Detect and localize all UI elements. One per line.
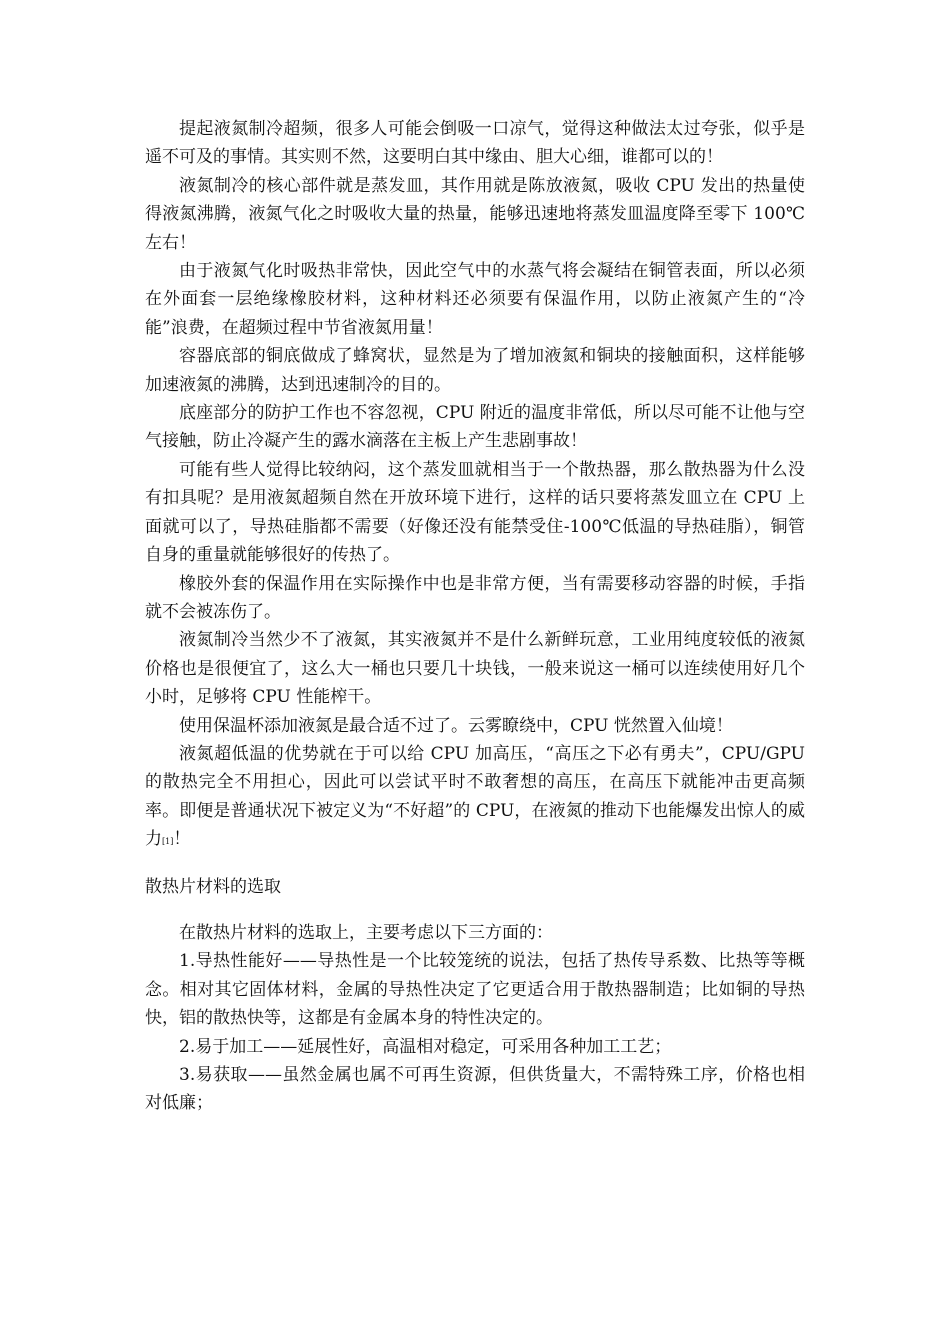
list-item: 2.易于加工——延展性好，高温相对稳定，可采用各种加工工艺； <box>179 1036 672 1057</box>
paragraph: 可能有些人觉得比较纳闷，这个蒸发皿就相当于一个散热器，那么散热器为什么没有扣具呢？是用液氮超频自然在开放环境下进行，这样的话只要将蒸发皿立在 CPU 上面就可以了，导热硅脂都不需要（好像还没有能禁受住-100℃低温的导热硅脂），铜管自身的重量就能够很好的传热了。 <box>145 459 805 566</box>
paragraph-end: ！ <box>173 829 191 850</box>
paragraph-with-reference <box>145 740 805 857</box>
paragraph: 由于液氮气化时吸热非常快，因此空气中的水蒸气将会凝结在铜管表面，所以必须在外面套一层绝缘橡胶材料，这种材料还必须要有保温作用，以防止液氮产生的“冷能”浪费，在超频过程中节省液氮用量！ <box>145 261 805 338</box>
paragraph: 在散热片材料的选取上，主要考虑以下三方面的： <box>179 922 553 943</box>
paragraph: 使用保温杯添加液氮是最合适不过了。云雾瞭绕中，CPU 恍然置入仙境！ <box>179 715 733 736</box>
paragraph: 橡胶外套的保温作用在实际操作中也是非常方便，当有需要移动容器的时候，手指就不会被冻伤了。 <box>145 573 805 622</box>
paragraph: 底座部分的防护工作也不容忽视，CPU 附近的温度非常低，所以尽可能不让他与空气接触，防止冷凝产生的露水滴落在主板上产生悲剧事故！ <box>145 403 805 452</box>
reference-marker[interactable]: [1] <box>162 837 174 847</box>
list-item: 3.易获取——虽然金属也属不可再生资源，但供货量大，不需特殊工序，价格也相对低廉； <box>145 1065 805 1114</box>
document-body <box>145 115 805 1118</box>
paragraph: 提起液氮制冷超频，很多人可能会倒吸一口凉气，觉得这种做法太过夸张，似乎是遥不可及的事情。其实则不然，这要明白其中缘由、胆大心细，谁都可以的！ <box>145 119 805 168</box>
paragraph: 液氮制冷的核心部件就是蒸发皿，其作用就是陈放液氮，吸收 CPU 发出的热量使得液氮沸腾，液氮气化之时吸收大量的热量，能够迅速地将蒸发皿温度降至零下 100℃左右！ <box>145 175 805 253</box>
paragraph: 容器底部的铜底做成了蜂窝状，显然是为了增加液氮和铜块的接触面积，这样能够加速液氮的沸腾，达到迅速制冷的目的。 <box>145 346 805 395</box>
paragraph-text: 液氮超低温的优势就在于可以给 CPU 加高压，“高压之下必有勇夫”，CPU/GPU 的散热完全不用担心，因此可以尝试平时不敢奢想的高压，在高压下就能冲击更高频率。即便是普通状况下被定义为“不好超”的 CPU，在液氮的推动下也能爆发出惊人的威力 <box>145 743 805 850</box>
section-heading: 散热片材料的选取 <box>145 876 281 897</box>
paragraph: 液氮制冷当然少不了液氮，其实液氮并不是什么新鲜玩意，工业用纯度较低的液氮价格也是很便宜了，这么大一桶也只要几十块钱，一般来说这一桶可以连续使用好几个小时，足够将 CPU 性能榨干。 <box>145 630 805 708</box>
list-item: 1.导热性能好——导热性是一个比较笼统的说法，包括了热传导系数、比热等等概念。相对其它固体材料，金属的导热性决定了它更适合用于散热器制造；比如铜的导热快，铝的散热快等，这都是有金属本身的特性决定的。 <box>145 951 805 1029</box>
